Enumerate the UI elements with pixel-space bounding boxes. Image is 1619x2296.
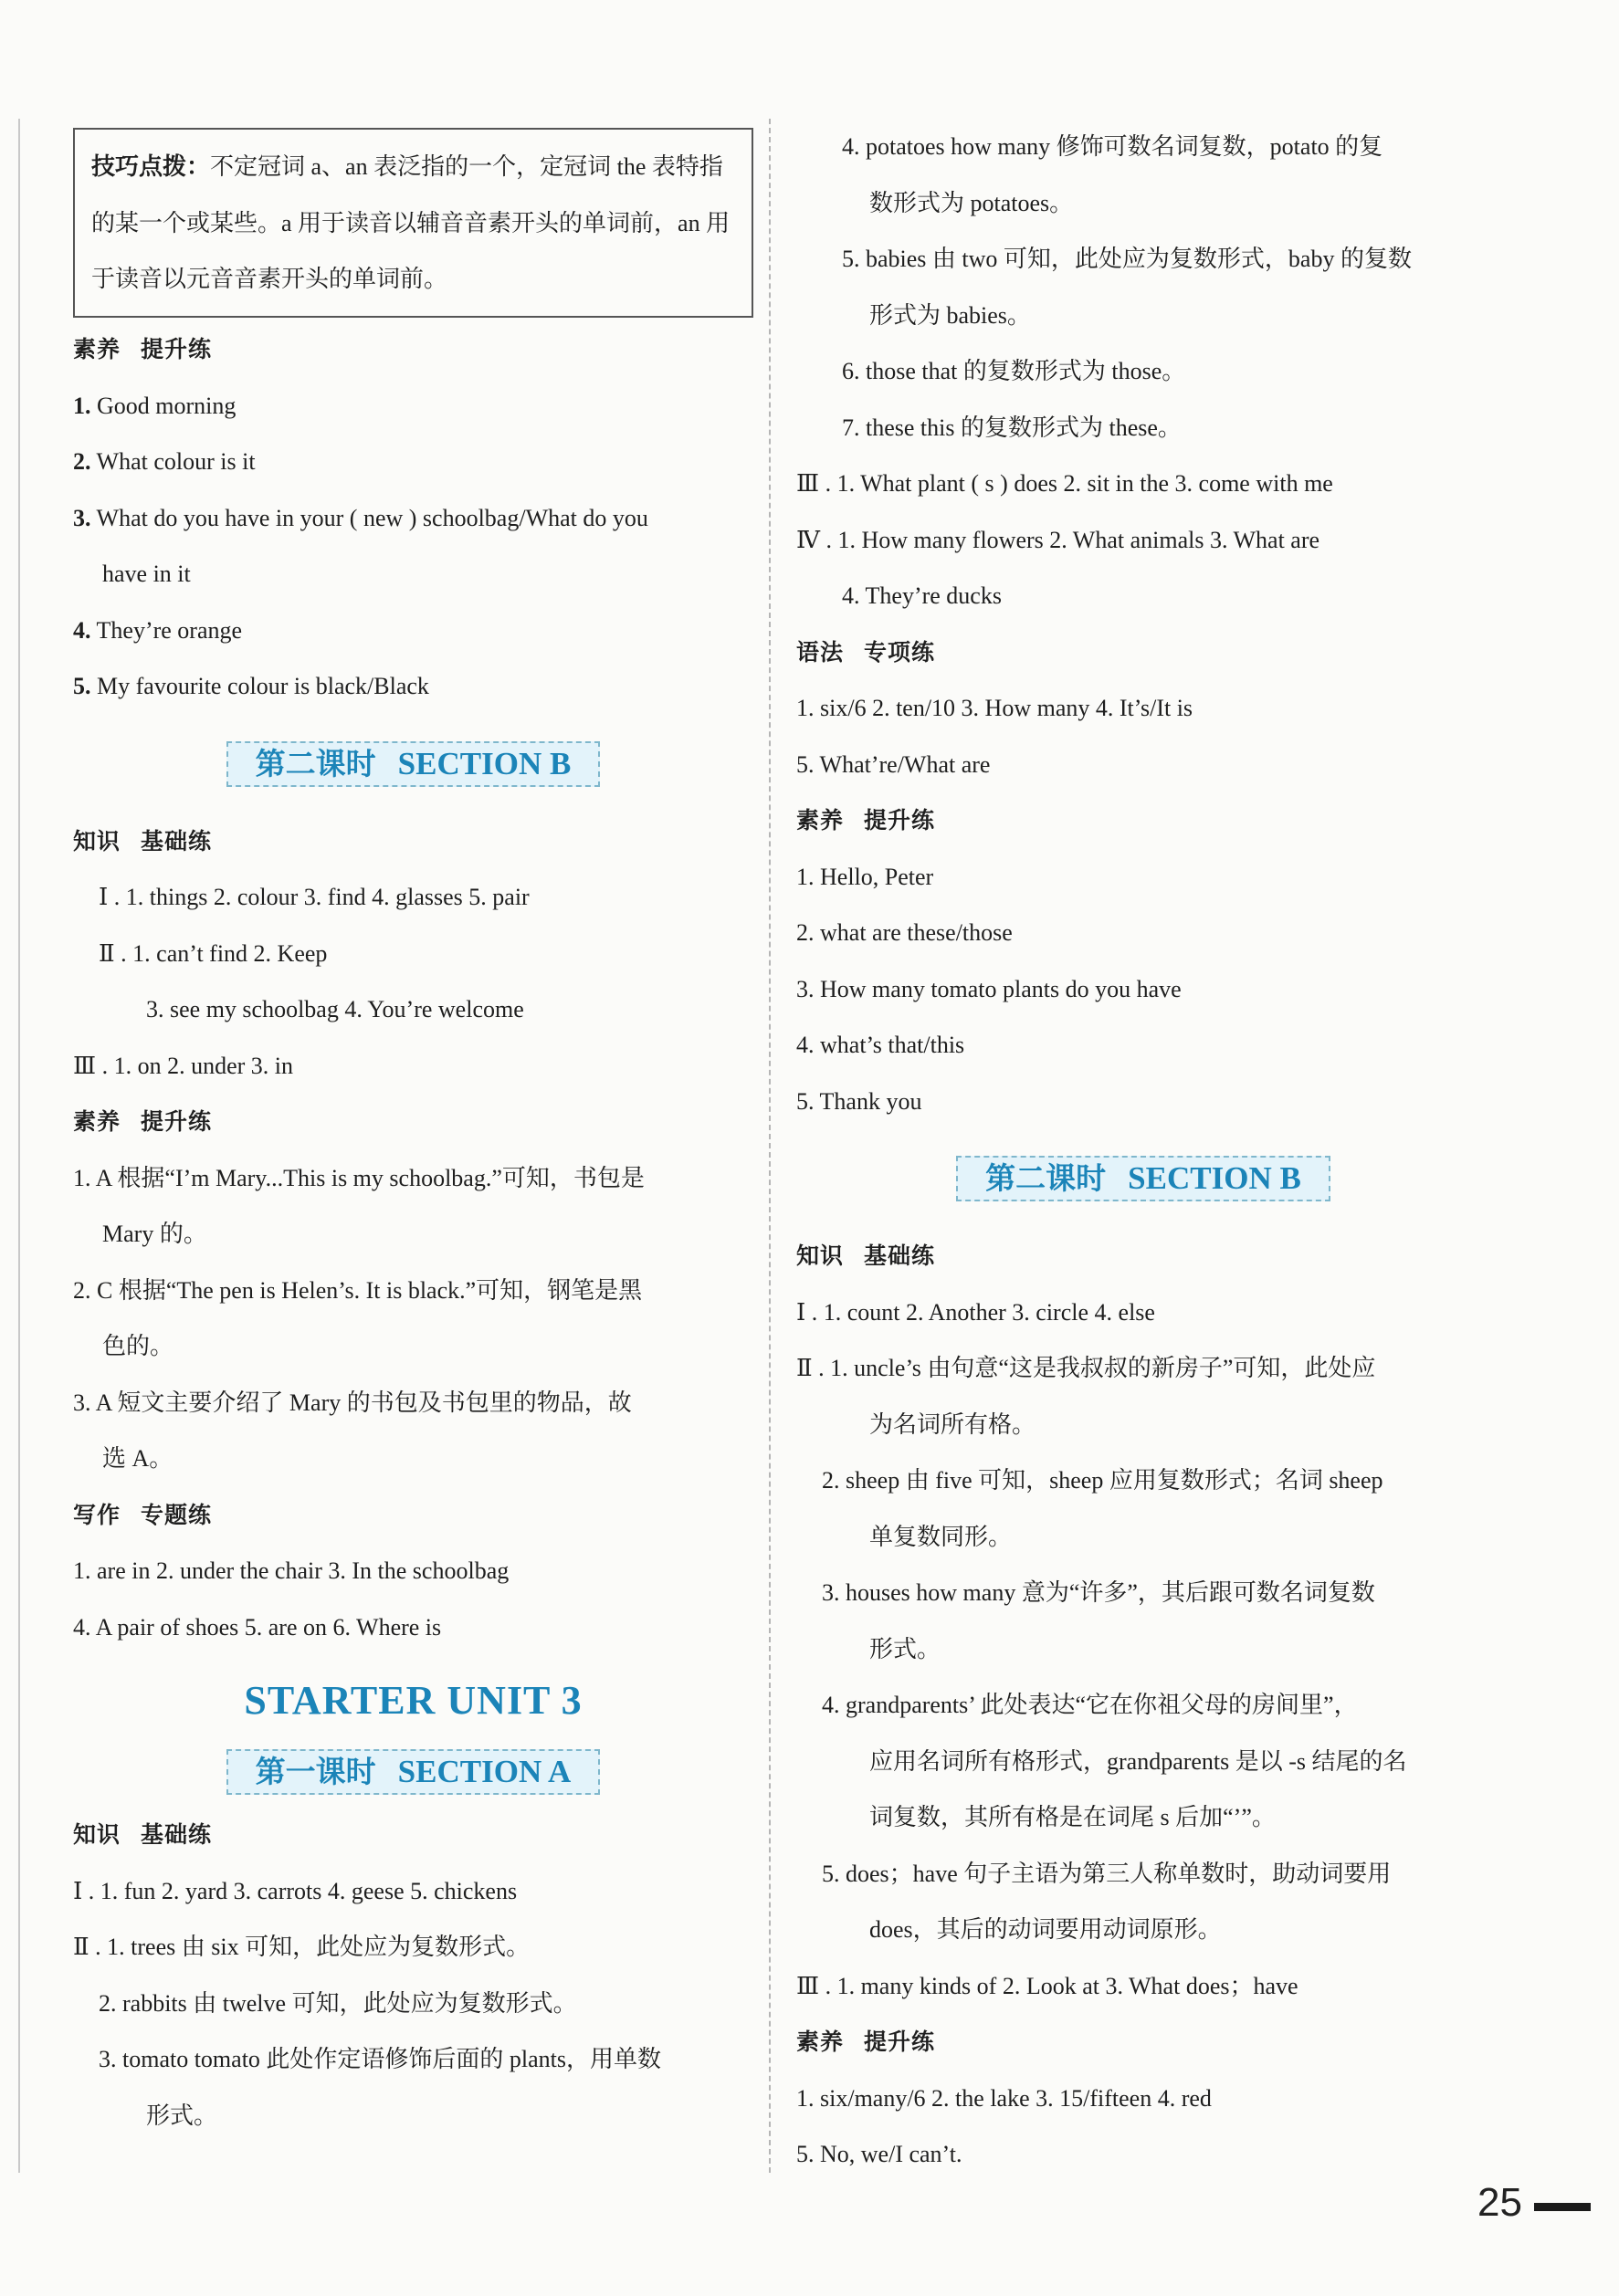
column-divider — [769, 119, 771, 2173]
label-suyang: 素养 提升练 — [796, 807, 936, 833]
answer-line: 2. rabbits 由 twelve 可知，此处应为复数形式。 — [99, 1989, 577, 2017]
answer-line: 3. tomato tomato 此处作定语修饰后面的 plants，用单数 — [99, 2046, 662, 2072]
answer-line: 6. those that 的复数形式为 those。 — [842, 358, 1186, 384]
answer-line: 5. does；have 句子主语为第三人称单数时，助动词要用 — [822, 1860, 1392, 1887]
answer-line: have in it — [102, 561, 191, 587]
answer-line: Ⅱ . 1. can’t find 2. Keep — [99, 939, 328, 967]
answer-line: 5. My favourite colour is black/Black — [73, 673, 429, 699]
answer-line: 1. six/6 2. ten/10 3. How many 4. It’s/It is — [796, 695, 1193, 721]
label-zhishi: 知识 基础练 — [73, 827, 213, 854]
page-number: 25 — [1477, 2180, 1522, 2225]
answer-line: 1. Good morning — [73, 392, 237, 419]
answer-line: Ⅲ . 1. What plant ( s ) does 2. sit in the 3. come with me — [796, 470, 1333, 497]
answer-line: 应用名词所有格形式，grandparents 是以 -s 结尾的名 — [869, 1747, 1407, 1775]
unit-title: STARTER UNIT 3 — [244, 1678, 583, 1723]
label-zhishi: 知识 基础练 — [796, 1242, 936, 1269]
section-banner: 第二课时 SECTION B — [226, 741, 601, 787]
answer-line: 3. see my schoolbag 4. You’re welcome — [146, 996, 524, 1022]
answer-line: Ⅲ . 1. on 2. under 3. in — [73, 1052, 293, 1079]
label-suyang: 素养 提升练 — [796, 2029, 936, 2055]
tip-box — [73, 128, 753, 318]
answer-line: Ⅰ . 1. fun 2. yard 3. carrots 4. geese 5. chickens — [73, 1877, 518, 1904]
answer-line: 5. What’re/What are — [796, 750, 991, 778]
answer-line: Ⅰ . 1. count 2. Another 3. circle 4. else — [796, 1298, 1155, 1326]
answer-line: 1. are in 2. under the chair 3. In the schoolbag — [73, 1557, 510, 1584]
label-suyang: 素养 提升练 — [73, 336, 213, 362]
answer-line: 2. C 根据“The pen is Helen’s. It is black.”可知，钢笔是黑 — [73, 1276, 643, 1304]
label-zhishi: 知识 基础练 — [73, 1821, 213, 1848]
answer-line: 形式为 babies。 — [869, 301, 1031, 329]
answer-line: 4. A pair of shoes 5. are on 6. Where is — [73, 1613, 442, 1641]
answer-line: 5. babies 由 two 可知，此处应为复数形式，baby 的复数 — [842, 246, 1412, 272]
answer-line: 4. what’s that/this — [796, 1032, 965, 1058]
answer-line: 2. What colour is it — [73, 448, 256, 475]
page-edge — [18, 119, 20, 2173]
answer-line: 5. Thank you — [796, 1087, 922, 1115]
answer-line: 3. houses how many 意为“许多”，其后跟可数名词复数 — [822, 1579, 1375, 1606]
answer-line: Ⅰ . 1. things 2. colour 3. find 4. glasses 5. pair — [99, 884, 530, 910]
section-banner: 第一课时 SECTION A — [226, 1749, 601, 1795]
section-banner: 第二课时 SECTION B — [956, 1156, 1330, 1201]
answer-line: 数形式为 potatoes。 — [869, 189, 1074, 216]
section-b-heading — [796, 1129, 1490, 1228]
right-column — [796, 119, 1490, 2183]
answer-line: Ⅳ . 1. How many flowers 2. What animals 3. What are — [796, 526, 1320, 553]
answer-line: 5. No, we/I can’t. — [796, 2141, 962, 2167]
answer-line: does，其后的动词要用动词原形。 — [869, 1916, 1222, 1943]
answer-line: 4. grandparents’ 此处表达“它在你祖父母的房间里”， — [822, 1692, 1358, 1718]
tip-text: 不定冠词 a、an 表泛指的一个，定冠词 the 表特指的某一个或某些。a 用于读音以辅音音素开头的单词前，an 用于读音以元音音素开头的单词前。 — [91, 153, 731, 292]
answer-line: Ⅱ . 1. trees 由 six 可知，此处应为复数形式。 — [73, 1934, 531, 1960]
answer-line: 2. what are these/those — [796, 919, 1013, 946]
label-yufa: 语法 专项练 — [796, 638, 936, 666]
answer-line: 4. potatoes how many 修饰可数名词复数，potato 的复 — [842, 133, 1383, 160]
answer-line: 3. How many tomato plants do you have — [796, 975, 1182, 1002]
answer-line: Ⅲ . 1. many kinds of 2. Look at 3. What does；have — [796, 1972, 1298, 1999]
answer-line: Ⅱ . 1. uncle’s 由句意“这是我叔叔的新房子”可知，此处应 — [796, 1355, 1376, 1381]
answer-line: 单复数同形。 — [869, 1523, 1013, 1550]
answer-line: 3. What do you have in your ( new ) schoolbag/What do you — [73, 504, 648, 531]
answer-line: 选 A。 — [102, 1445, 173, 1472]
section-a-heading — [73, 1737, 753, 1807]
answer-line: 形式。 — [869, 1635, 941, 1662]
tip-label: 技巧点拨： — [91, 153, 211, 181]
answer-line: 1. six/many/6 2. the lake 3. 15/fifteen 4. red — [796, 2084, 1212, 2112]
answer-line: 3. A 短文主要介绍了 Mary 的书包及书包里的物品，故 — [73, 1389, 632, 1416]
answer-line: 为名词所有格。 — [869, 1410, 1036, 1438]
section-b-heading — [73, 715, 753, 813]
answer-line: 1. Hello, Peter — [796, 863, 934, 890]
label-xiezuo: 写作 专题练 — [73, 1501, 213, 1528]
answer-line: 7. these this 的复数形式为 these。 — [842, 414, 1182, 441]
answer-line: Mary 的。 — [102, 1221, 207, 1247]
answer-line: 色的。 — [102, 1333, 174, 1359]
answer-line: 词复数，其所有格是在词尾 s 后加“’”。 — [869, 1804, 1276, 1830]
answer-line: 形式。 — [146, 2102, 218, 2129]
answer-line: 1. A 根据“I’m Mary...This is my schoolbag.”可知，书包是 — [73, 1164, 645, 1191]
answer-line: 4. They’re ducks — [842, 582, 1002, 609]
left-column — [73, 128, 753, 2144]
page-number-bar — [1534, 2203, 1591, 2211]
label-suyang: 素养 提升练 — [73, 1108, 213, 1135]
answer-line: 2. sheep 由 five 可知，sheep 应用复数形式；名词 sheep — [822, 1467, 1383, 1494]
answer-line: 4. They’re orange — [73, 616, 243, 644]
